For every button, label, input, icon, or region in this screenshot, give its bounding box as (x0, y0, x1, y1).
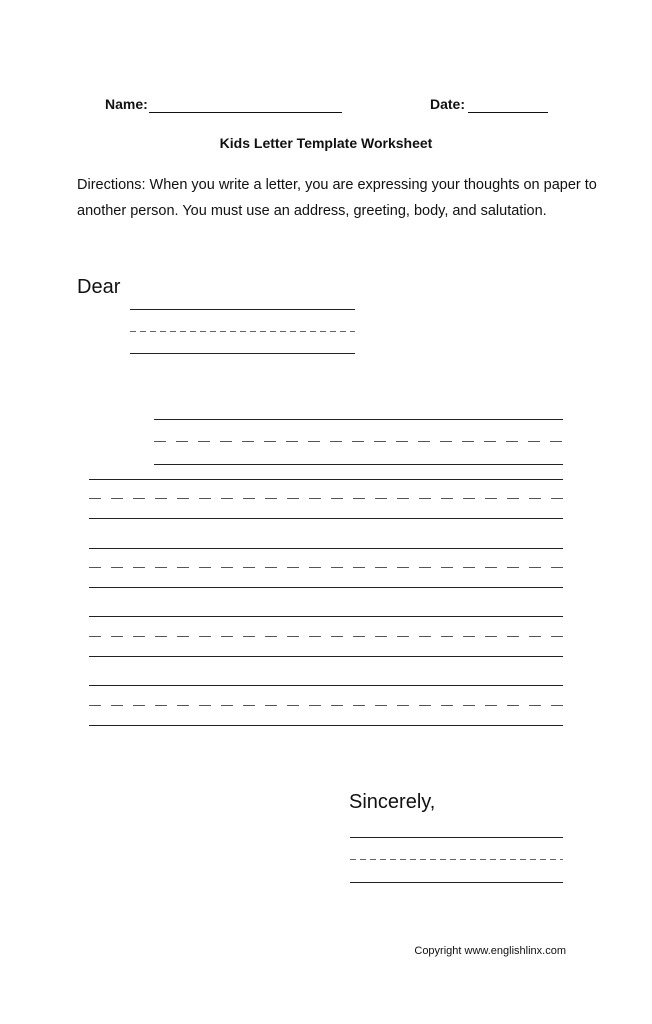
body-row-4-top-line (89, 616, 563, 617)
greeting-top-line (130, 309, 355, 310)
closing-text: Sincerely, (349, 791, 436, 813)
directions-text: Directions: When you write a letter, you are expressing your thoughts on paper to another person. You must use an address, greeting, body, and salutation. (77, 177, 597, 219)
body-row-3-dashed-line (89, 567, 563, 568)
body-row-1-bottom-line (154, 464, 563, 465)
body-row-5-bottom-line (89, 725, 563, 726)
body-row-5-top-line (89, 685, 563, 686)
copyright-text: Copyright www.englishlinx.com (414, 945, 566, 957)
signature-middle-dashed-line (350, 859, 563, 860)
body-row-4-bottom-line (89, 656, 563, 657)
date-field[interactable] (468, 96, 548, 113)
body-row-5-dashed-line (89, 705, 563, 706)
name-field[interactable] (149, 96, 342, 113)
greeting-bottom-line (130, 353, 355, 354)
signature-bottom-line (350, 882, 563, 883)
body-row-2-top-line (89, 479, 563, 480)
body-row-4-dashed-line (89, 636, 563, 637)
greeting-middle-dashed-line (130, 331, 355, 332)
greeting-text: Dear (77, 276, 121, 298)
body-row-1-top-line (154, 419, 563, 420)
worksheet-title: Kids Letter Template Worksheet (219, 135, 433, 151)
body-row-2-bottom-line (89, 518, 563, 519)
date-label: Date: (430, 96, 466, 112)
signature-top-line (350, 837, 563, 838)
body-row-3-bottom-line (89, 587, 563, 588)
body-row-3-top-line (89, 548, 563, 549)
name-label: Name: (105, 96, 148, 112)
body-row-2-dashed-line (89, 498, 563, 499)
body-row-1-dashed-line (154, 441, 563, 442)
